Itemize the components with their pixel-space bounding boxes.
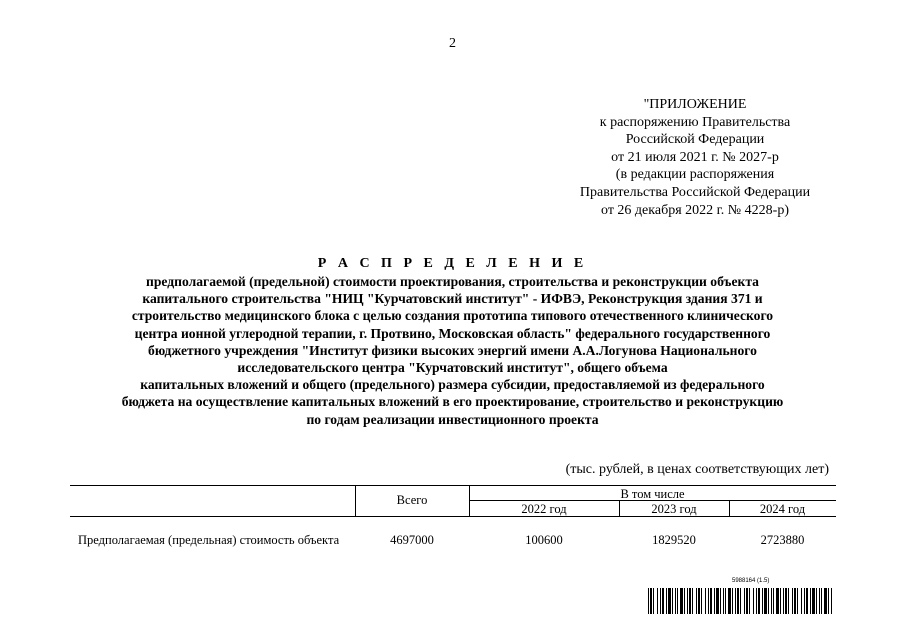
document-title bbox=[60, 255, 845, 428]
title-line: центра ионной углеродной терапии, г. Протвино, Московская область" федерального государственного bbox=[134, 325, 771, 341]
title-line: исследовательского центра "Курчатовский институт", общего объема bbox=[237, 360, 668, 376]
units-note: (тыс. рублей, в ценах соответствующих лет) bbox=[565, 462, 829, 477]
appendix-line: к распоряжению Правительства bbox=[599, 114, 791, 130]
barcode-number: 5988164 (1.5) bbox=[732, 578, 770, 584]
title-line: капитального строительства "НИЦ "Курчатовский институт" - ИФВЭ, Реконструкция здания 371 и bbox=[142, 291, 763, 307]
cell-total: 4697000 bbox=[390, 533, 434, 547]
header-year-2024: 2024 год bbox=[759, 502, 806, 516]
appendix-line: (в редакции распоряжения bbox=[615, 167, 775, 183]
title-line: капитальных вложений и общего (предельного) размера субсидии, предоставляемой из федерального bbox=[140, 377, 765, 393]
title-line: по годам реализации инвестиционного проекта bbox=[306, 411, 599, 427]
title-line: бюджетного учреждения "Институт физики высоких энергий имени А.А.Логунова Национального bbox=[148, 342, 757, 358]
cell-2022: 100600 bbox=[525, 533, 563, 547]
appendix-line: Правительства Российской Федерации bbox=[579, 184, 811, 200]
header-year-2022: 2022 год bbox=[521, 502, 567, 516]
cell-2024: 2723880 bbox=[760, 533, 805, 547]
appendix-header bbox=[560, 96, 830, 219]
header-total: Всего bbox=[396, 493, 428, 507]
row-label: Предполагаемая (предельная) стоимость объекта bbox=[78, 533, 340, 547]
title-line: бюджета на осуществление капитальных вложений в его проектирование, строительство и реконструкцию bbox=[121, 394, 784, 410]
appendix-line: "ПРИЛОЖЕНИЕ bbox=[643, 97, 747, 112]
cell-2023: 1829520 bbox=[652, 533, 696, 547]
appendix-line: от 26 декабря 2022 г. № 4228-р) bbox=[601, 202, 789, 218]
barcode-image bbox=[648, 588, 833, 614]
header-year-2023: 2023 год bbox=[651, 502, 697, 516]
page-number: 2 bbox=[449, 36, 456, 51]
appendix-line: от 21 июля 2021 г. № 2027-р bbox=[611, 149, 779, 165]
title-heading: Р А С П Р Е Д Е Л Е Н И Е bbox=[317, 256, 588, 271]
header-group: В том числе bbox=[620, 487, 685, 501]
table-top-border bbox=[70, 485, 836, 486]
title-line: предполагаемой (предельной) стоимости проектирования, строительства и реконструкции объекта bbox=[146, 274, 759, 289]
title-line: строительство медицинского блока с целью создания прототипа типового отечественного клинического bbox=[131, 308, 774, 324]
appendix-line: Российской Федерации bbox=[625, 132, 765, 148]
